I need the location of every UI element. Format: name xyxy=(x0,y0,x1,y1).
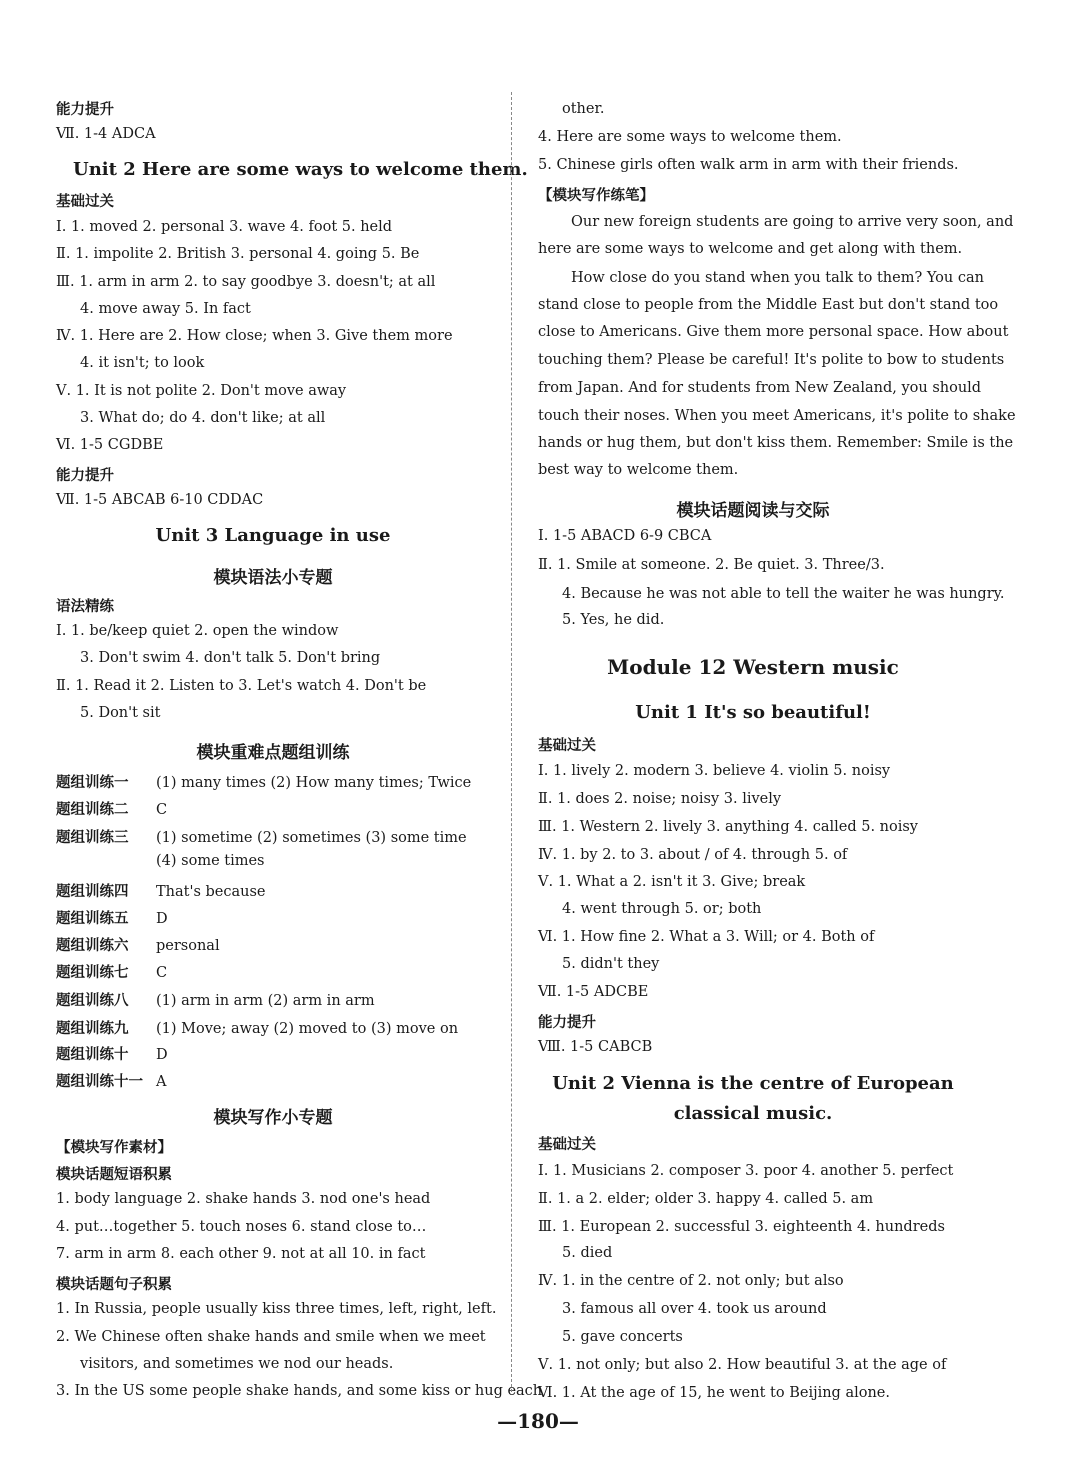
drill-label: 题组训练二 xyxy=(56,802,129,818)
drill-answer: (1) many times (2) How many times; Twice xyxy=(156,775,472,791)
section-heading: 基础过关 xyxy=(56,194,114,210)
answer-line: 5. Yes, he did. xyxy=(562,612,665,628)
answer-line: touching them? Please be careful! It's polite to bow to students xyxy=(538,352,1005,368)
answer-line: 2. We Chinese often shake hands and smile when we meet xyxy=(56,1329,486,1345)
drill-row xyxy=(56,961,167,982)
answer-line: Ⅶ. 1-4 ADCA xyxy=(56,126,156,142)
drill-label: 题组训练十一 xyxy=(56,1074,143,1090)
topic-title: 模块话题阅读与交际 xyxy=(676,501,830,521)
section-heading: 【模块写作练笔】 xyxy=(538,188,654,204)
drill-label: 题组训练八 xyxy=(56,993,129,1009)
section-heading: 语法精练 xyxy=(56,599,114,615)
drill-row xyxy=(56,771,471,792)
drill-row xyxy=(56,880,266,901)
topic-title: 模块语法小专题 xyxy=(213,568,333,588)
drill-answer: A xyxy=(156,1074,167,1090)
answer-line: Ⅵ. 1. At the age of 15, he went to Beijing alone. xyxy=(538,1385,890,1401)
drill-answer: personal xyxy=(156,938,220,954)
unit-title: Unit 2 Vienna is the centre of European xyxy=(552,1073,954,1094)
answer-line: Ⅰ. 1. Musicians 2. composer 3. poor 4. another 5. perfect xyxy=(538,1163,954,1179)
section-heading: 能力提升 xyxy=(56,468,114,484)
drill-answer: D xyxy=(156,911,168,927)
drill-answer: (4) some times xyxy=(156,853,265,869)
answer-line: 5. Don't sit xyxy=(80,705,161,721)
answer-line: 1. In Russia, people usually kiss three times, left, right, left. xyxy=(56,1301,497,1317)
section-heading: 基础过关 xyxy=(538,1137,596,1153)
unit-title: Unit 2 Here are some ways to welcome them. xyxy=(73,159,528,180)
drill-label: 题组训练一 xyxy=(56,775,129,791)
answer-line: Ⅰ. 1-5 ABACD 6-9 CBCA xyxy=(538,528,712,544)
answer-line: Ⅱ. 1. Read it 2. Listen to 3. Let's watch 4. Don't be xyxy=(56,678,427,694)
answer-line: Ⅰ. 1. be/keep quiet 2. open the window xyxy=(56,623,339,639)
answer-line: Ⅶ. 1-5 ADCBE xyxy=(538,984,649,1000)
drill-answer: C xyxy=(156,965,168,981)
answer-line: 5. Chinese girls often walk arm in arm with their friends. xyxy=(538,157,959,173)
answer-line: visitors, and sometimes we nod our heads. xyxy=(80,1356,394,1372)
answer-line: other. xyxy=(562,101,605,117)
drill-label: 题组训练九 xyxy=(56,1021,129,1037)
answer-line: Ⅴ. 1. It is not polite 2. Don't move away xyxy=(56,383,347,399)
answer-line: Ⅷ. 1-5 CABCB xyxy=(538,1039,653,1055)
answer-line: 4. Here are some ways to welcome them. xyxy=(538,129,842,145)
answer-line: Ⅵ. 1-5 CGDBE xyxy=(56,437,164,453)
page-number: —180— xyxy=(497,1409,579,1433)
answer-line: Ⅲ. 1. arm in arm 2. to say goodbye 3. doesn't; at all xyxy=(56,274,436,290)
answer-line: Ⅱ. 1. Smile at someone. 2. Be quiet. 3. Three/3. xyxy=(538,557,885,573)
answer-line: Ⅶ. 1-5 ABCAB 6-10 CDDAC xyxy=(56,492,264,508)
answer-line: Ⅴ. 1. What a 2. isn't it 3. Give; break xyxy=(538,874,806,890)
drill-label: 题组训练四 xyxy=(56,884,129,900)
answer-line: 3. What do; do 4. don't like; at all xyxy=(80,410,326,426)
drill-answer: C xyxy=(156,802,168,818)
answer-line: Ⅰ. 1. moved 2. personal 3. wave 4. foot 5. held xyxy=(56,219,393,235)
drill-row xyxy=(56,989,375,1010)
drill-row xyxy=(56,826,467,847)
drill-answer: (1) Move; away (2) moved to (3) move on xyxy=(156,1021,459,1037)
answer-line: 4. Because he was not able to tell the waiter he was hungry. xyxy=(562,586,1005,602)
drill-answer: That's because xyxy=(156,884,266,900)
drill-row xyxy=(56,798,167,819)
drill-row xyxy=(56,853,265,869)
answer-line: 3. In the US some people shake hands, and some kiss or hug each xyxy=(56,1383,543,1399)
answer-line: stand close to people from the Middle East but don't stand too xyxy=(538,297,999,313)
drill-answer: (1) arm in arm (2) arm in arm xyxy=(156,993,375,1009)
unit-title: Unit 3 Language in use xyxy=(155,525,391,546)
unit-title: Unit 1 It's so beautiful! xyxy=(635,702,871,723)
answer-line: Ⅳ. 1. Here are 2. How close; when 3. Give them more xyxy=(56,328,453,344)
drill-answer: D xyxy=(156,1047,168,1063)
section-heading: 基础过关 xyxy=(538,738,596,754)
drill-row xyxy=(56,1043,168,1064)
answer-line: 4. move away 5. In fact xyxy=(80,301,251,317)
answer-line: Ⅴ. 1. not only; but also 2. How beautiful 3. at the age of xyxy=(538,1357,947,1373)
section-heading: 【模块写作素材】 xyxy=(56,1140,172,1156)
section-heading: 模块话题短语积累 xyxy=(56,1167,172,1183)
essay-line: Our new foreign students are going to arrive very soon, and xyxy=(571,214,1014,230)
drill-row xyxy=(56,1070,166,1091)
answer-line: 5. gave concerts xyxy=(562,1329,683,1345)
drill-label: 题组训练七 xyxy=(56,965,129,981)
section-heading: 能力提升 xyxy=(56,102,114,118)
drill-label: 题组训练五 xyxy=(56,911,129,927)
answer-line: 4. went through 5. or; both xyxy=(562,901,762,917)
answer-line: 4. put…together 5. touch noses 6. stand close to… xyxy=(56,1219,427,1235)
answer-line: Ⅱ. 1. a 2. elder; older 3. happy 4. called 5. am xyxy=(538,1191,874,1207)
answer-line: Ⅱ. 1. impolite 2. British 3. personal 4. going 5. Be xyxy=(56,246,420,262)
answer-line: Ⅰ. 1. lively 2. modern 3. believe 4. violin 5. noisy xyxy=(538,763,891,779)
answer-line: touch their noses. When you meet Americans, it's polite to shake xyxy=(538,408,1016,424)
answer-line: Ⅲ. 1. Western 2. lively 3. anything 4. called 5. noisy xyxy=(538,819,918,835)
unit-title: classical music. xyxy=(673,1103,833,1124)
section-heading: 能力提升 xyxy=(538,1015,596,1031)
answer-line: Ⅱ. 1. does 2. noise; noisy 3. lively xyxy=(538,791,782,807)
module-title: Module 12 Western music xyxy=(607,655,899,679)
drill-row xyxy=(56,907,168,928)
drill-label: 题组训练十 xyxy=(56,1047,129,1063)
topic-title: 模块写作小专题 xyxy=(213,1108,333,1128)
answer-line: Ⅳ. 1. by 2. to 3. about / of 4. through 5. of xyxy=(538,847,848,863)
answer-line: 3. famous all over 4. took us around xyxy=(562,1301,827,1317)
answer-line: 1. body language 2. shake hands 3. nod one's head xyxy=(56,1191,431,1207)
answer-line: 7. arm in arm 8. each other 9. not at all 10. in fact xyxy=(56,1246,426,1262)
drill-row xyxy=(56,934,220,955)
answer-line: from Japan. And for students from New Zealand, you should xyxy=(538,380,982,396)
answer-line: Ⅵ. 1. How fine 2. What a 3. Will; or 4. Both of xyxy=(538,929,875,945)
column-divider xyxy=(511,92,512,1392)
drill-row xyxy=(56,1017,458,1038)
answer-line: Ⅲ. 1. European 2. successful 3. eighteenth 4. hundreds xyxy=(538,1219,945,1235)
answer-line: 4. it isn't; to look xyxy=(80,355,205,371)
answer-line: hands or hug them, but don't kiss them. Remember: Smile is the xyxy=(538,435,1014,451)
answer-line: close to Americans. Give them more personal space. How about xyxy=(538,324,1009,340)
answer-line: Ⅳ. 1. in the centre of 2. not only; but also xyxy=(538,1273,844,1289)
answer-line: 5. died xyxy=(562,1245,613,1261)
drill-label: 题组训练六 xyxy=(56,938,129,954)
drill-label: 题组训练三 xyxy=(56,830,129,846)
section-heading: 模块话题句子积累 xyxy=(56,1277,172,1293)
drill-answer: (1) sometime (2) sometimes (3) some time xyxy=(156,830,467,846)
essay-line: How close do you stand when you talk to them? You can xyxy=(571,270,984,286)
answer-line: best way to welcome them. xyxy=(538,462,739,478)
topic-title: 模块重难点题组训练 xyxy=(196,743,350,763)
answer-line: 3. Don't swim 4. don't talk 5. Don't bring xyxy=(80,650,381,666)
answer-line: here are some ways to welcome and get along with them. xyxy=(538,241,963,257)
answer-line: 5. didn't they xyxy=(562,956,660,972)
